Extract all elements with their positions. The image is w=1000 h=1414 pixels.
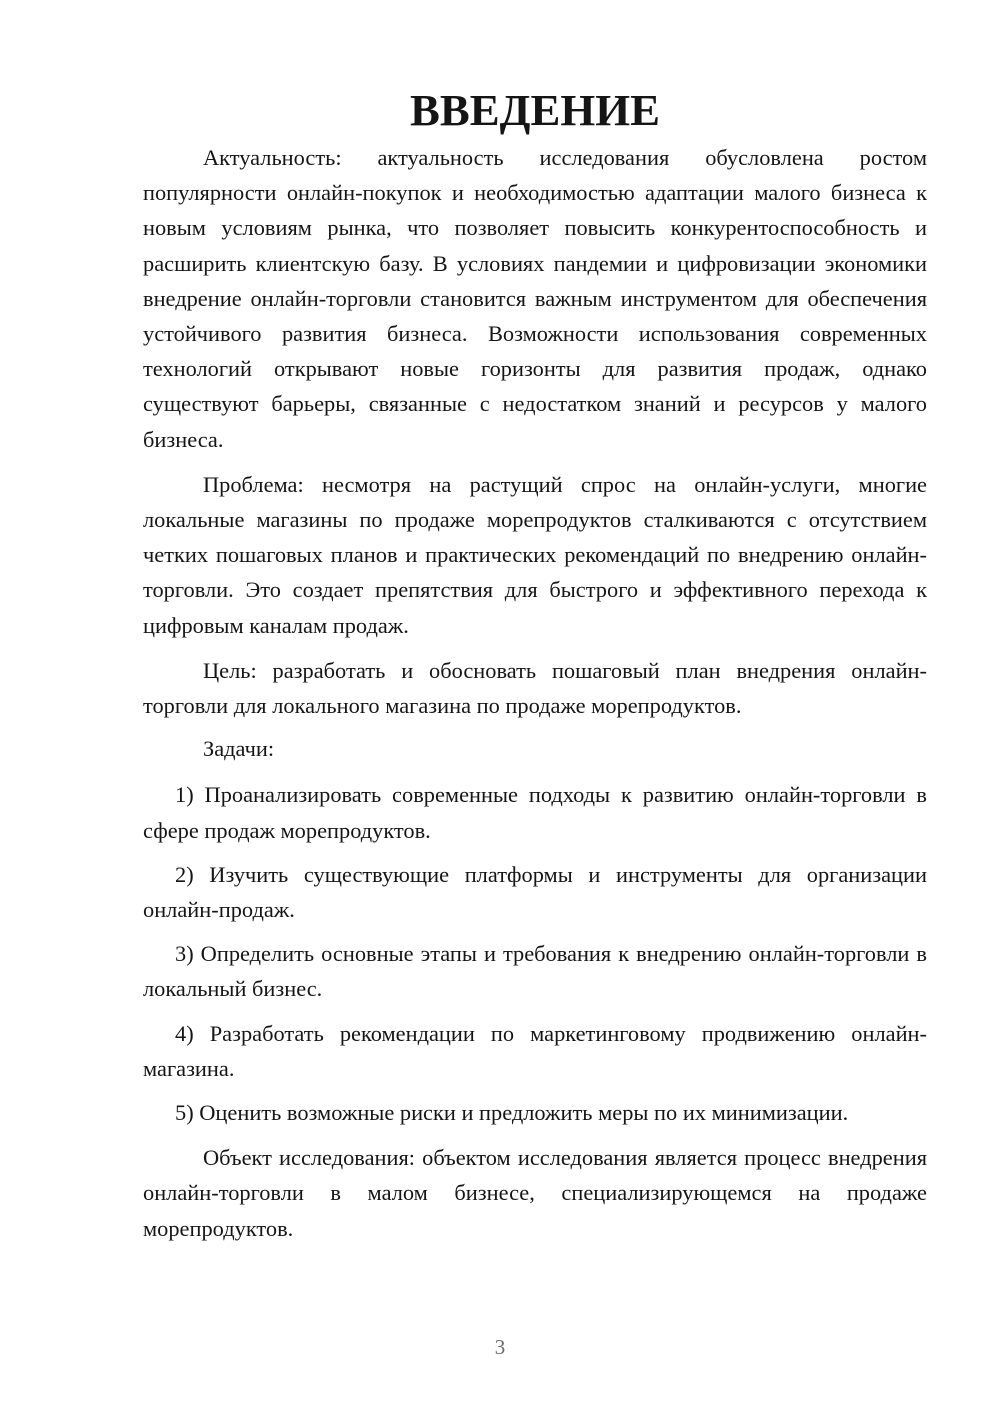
tasks-heading: Задачи: (203, 736, 275, 762)
problem-paragraph: Проблема: несмотря на растущий спрос на онлайн-услуги, многие локальные магазины по продаже морепродуктов сталкиваются с отсутствием четких пошаговых планов и практических рекомендаций по внедрению онлайн-торговли. Это создает препятствия для быстрого и эффективного перехода к цифровым каналам продаж. (143, 471, 927, 638)
task-item: 1) Проанализировать современные подходы к развитию онлайн-торговли в сфере продаж морепродуктов. (143, 782, 927, 843)
task-list (143, 777, 927, 1130)
goal-paragraph: Цель: разработать и обосновать пошаговый план внедрения онлайн-торговли для локального магазина по продаже морепродуктов. (143, 657, 927, 719)
relevance-paragraph: Актуальность: актуальность исследования обусловлена ростом популярности онлайн-покупок и необходимостью адаптации малого бизнеса к новым условиям рынка, что позволяет повысить конкурентоспособность и расширить клиентскую базу. В условиях пандемии и цифровизации экономики внедрение онлайн-торговли становится важным инструментом для обеспечения устойчивого развития бизнеса. Возможности использования современных технологий открывают новые горизонты для развития продаж, однако существуют барьеры, связанные с недостатком знаний и ресурсов у малого бизнеса. (143, 145, 927, 452)
research-object-paragraph: Объект исследования: объектом исследования является процесс внедрения онлайн-торговли в малом бизнесе, специализирующемся на продаже морепродуктов. (143, 1145, 927, 1241)
page-number: 3 (494, 1335, 506, 1359)
task-item: 3) Определить основные этапы и требования к внедрению онлайн-торговли в локальный бизнес. (143, 941, 927, 1002)
section-title: ВВЕДЕНИЕ (410, 85, 660, 135)
page-content (143, 85, 927, 1246)
task-item: 5) Оценить возможные риски и предложить меры по их минимизации. (175, 1100, 849, 1126)
task-item: 2) Изучить существующие платформы и инструменты для организации онлайн-продаж. (143, 861, 927, 923)
task-item: 4) Разработать рекомендации по маркетинговому продвижению онлайн-магазина. (143, 1020, 927, 1081)
